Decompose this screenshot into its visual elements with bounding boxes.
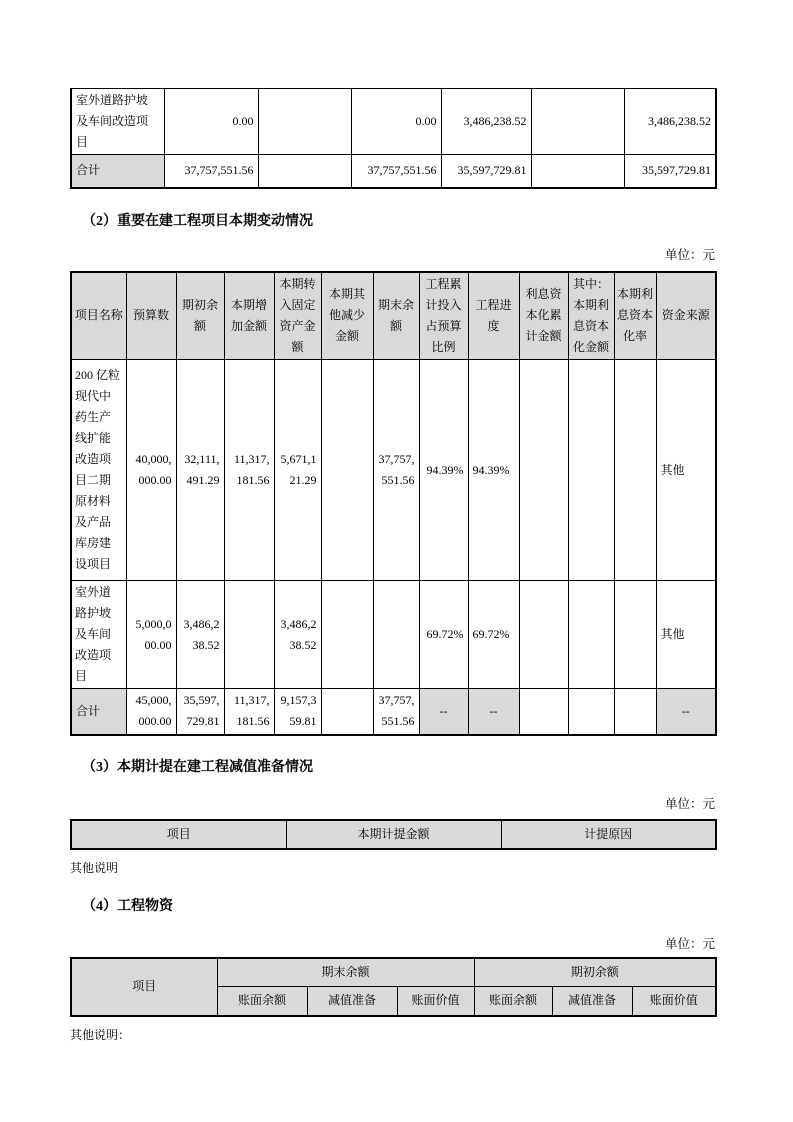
- empty-cell: [519, 581, 568, 689]
- percent-cell: 94.39%: [468, 360, 519, 581]
- column-header: 本期利息资本化率: [614, 272, 656, 360]
- column-group-header: 期初余额: [474, 958, 716, 987]
- column-subheader: 账面价值: [397, 987, 474, 1016]
- amount-cell: 5,671,121.29: [274, 360, 321, 581]
- unit-label: 单位：元: [664, 796, 715, 811]
- column-header: 预算数: [126, 272, 176, 360]
- column-header: 本期转入固定资产金额: [274, 272, 321, 360]
- amount-cell: 0.00: [351, 89, 441, 155]
- column-subheader: 减值准备: [552, 987, 632, 1016]
- dash-cell: --: [656, 689, 716, 735]
- column-header: 项目名称: [71, 272, 126, 360]
- amount-cell: 35,597,729.81: [176, 689, 224, 735]
- column-subheader: 账面价值: [632, 987, 716, 1016]
- table-row: [71, 360, 716, 581]
- total-row: [71, 689, 716, 735]
- percent-cell: 69.72%: [468, 581, 519, 689]
- empty-cell: [321, 360, 373, 581]
- empty-cell: [531, 89, 624, 155]
- amount-cell: 35,597,729.81: [624, 155, 716, 188]
- empty-cell: [321, 581, 373, 689]
- row-label: 室外道路护坡及车间改造项目: [71, 89, 164, 155]
- column-header: 工程进度: [468, 272, 519, 360]
- empty-cell: [258, 89, 351, 155]
- column-subheader: 账面余额: [217, 987, 307, 1016]
- total-label: 合计: [71, 155, 164, 188]
- table-row: [71, 89, 716, 155]
- amount-cell: 3,486,238.52: [624, 89, 716, 155]
- amount-cell: 3,486,238.52: [441, 89, 531, 155]
- impairment-table: [70, 819, 717, 850]
- column-header: 项目: [71, 820, 286, 849]
- total-row: [71, 155, 716, 188]
- amount-cell: 3,486,238.52: [274, 581, 321, 689]
- amount-cell: 11,317,181.56: [224, 689, 274, 735]
- column-header: 计提原因: [501, 820, 716, 849]
- header-row: [71, 820, 716, 849]
- amount-cell: 9,157,359.81: [274, 689, 321, 735]
- empty-cell: [568, 689, 614, 735]
- header-row: [71, 272, 716, 360]
- empty-cell: [614, 689, 656, 735]
- total-label: 合计: [71, 689, 126, 735]
- source-cell: 其他: [656, 360, 716, 581]
- column-header: 本期增加金额: [224, 272, 274, 360]
- percent-cell: 94.39%: [419, 360, 468, 581]
- project-name-cell: 200 亿粒现代中药生产线扩能改造项目二期原材料及产品库房建设项目: [71, 360, 126, 581]
- engineering-materials-table: [70, 957, 717, 1017]
- column-header: 工程累计投入占预算比例: [419, 272, 468, 360]
- header-row: [71, 958, 716, 987]
- empty-cell: [568, 360, 614, 581]
- amount-cell: 32,111,491.29: [176, 360, 224, 581]
- amount-cell: 40,000,000.00: [126, 360, 176, 581]
- amount-cell: 37,757,551.56: [164, 155, 258, 188]
- empty-cell: [568, 581, 614, 689]
- construction-summary-table-continued: [70, 88, 717, 189]
- empty-cell: [224, 581, 274, 689]
- section-heading-4: （4）工程物资: [82, 898, 173, 914]
- unit-label: 单位：元: [664, 247, 715, 262]
- column-header: 利息资本化累计金额: [519, 272, 568, 360]
- page-content: [70, 0, 715, 1043]
- column-header: 其中：本期利息资本化金额: [568, 272, 614, 360]
- column-header: 本期其他减少金额: [321, 272, 373, 360]
- note-text: 其他说明: [70, 860, 119, 875]
- table-row: [71, 581, 716, 689]
- column-header: 本期计提金额: [286, 820, 501, 849]
- amount-cell: 3,486,238.52: [176, 581, 224, 689]
- amount-cell: 37,757,551.56: [373, 360, 419, 581]
- amount-cell: 37,757,551.56: [351, 155, 441, 188]
- empty-cell: [519, 689, 568, 735]
- empty-cell: [519, 360, 568, 581]
- section-heading-3: （3）本期计提在建工程减值准备情况: [82, 759, 313, 775]
- empty-cell: [614, 360, 656, 581]
- note-text: 其他说明：: [70, 1027, 131, 1042]
- column-subheader: 账面余额: [474, 987, 552, 1016]
- top-margin: [70, 0, 715, 88]
- column-group-header: 期末余额: [217, 958, 474, 987]
- section-heading-2: （2）重要在建工程项目本期变动情况: [82, 213, 313, 229]
- amount-cell: 11,317,181.56: [224, 360, 274, 581]
- project-change-table: [70, 271, 717, 736]
- dash-cell: --: [419, 689, 468, 735]
- amount-cell: 35,597,729.81: [441, 155, 531, 188]
- amount-cell: 0.00: [164, 89, 258, 155]
- column-header: 资金来源: [656, 272, 716, 360]
- empty-cell: [373, 581, 419, 689]
- column-header: 期末余额: [373, 272, 419, 360]
- amount-cell: 37,757,551.56: [373, 689, 419, 735]
- column-subheader: 减值准备: [307, 987, 397, 1016]
- project-name-cell: 室外道路护坡及车间改造项目: [71, 581, 126, 689]
- amount-cell: 5,000,000.00: [126, 581, 176, 689]
- amount-cell: 45,000,000.00: [126, 689, 176, 735]
- column-header: 期初余额: [176, 272, 224, 360]
- source-cell: 其他: [656, 581, 716, 689]
- empty-cell: [321, 689, 373, 735]
- empty-cell: [614, 581, 656, 689]
- percent-cell: 69.72%: [419, 581, 468, 689]
- unit-label: 单位：元: [664, 936, 715, 951]
- empty-cell: [258, 155, 351, 188]
- column-header: 项目: [71, 958, 217, 1016]
- dash-cell: --: [468, 689, 519, 735]
- empty-cell: [531, 155, 624, 188]
